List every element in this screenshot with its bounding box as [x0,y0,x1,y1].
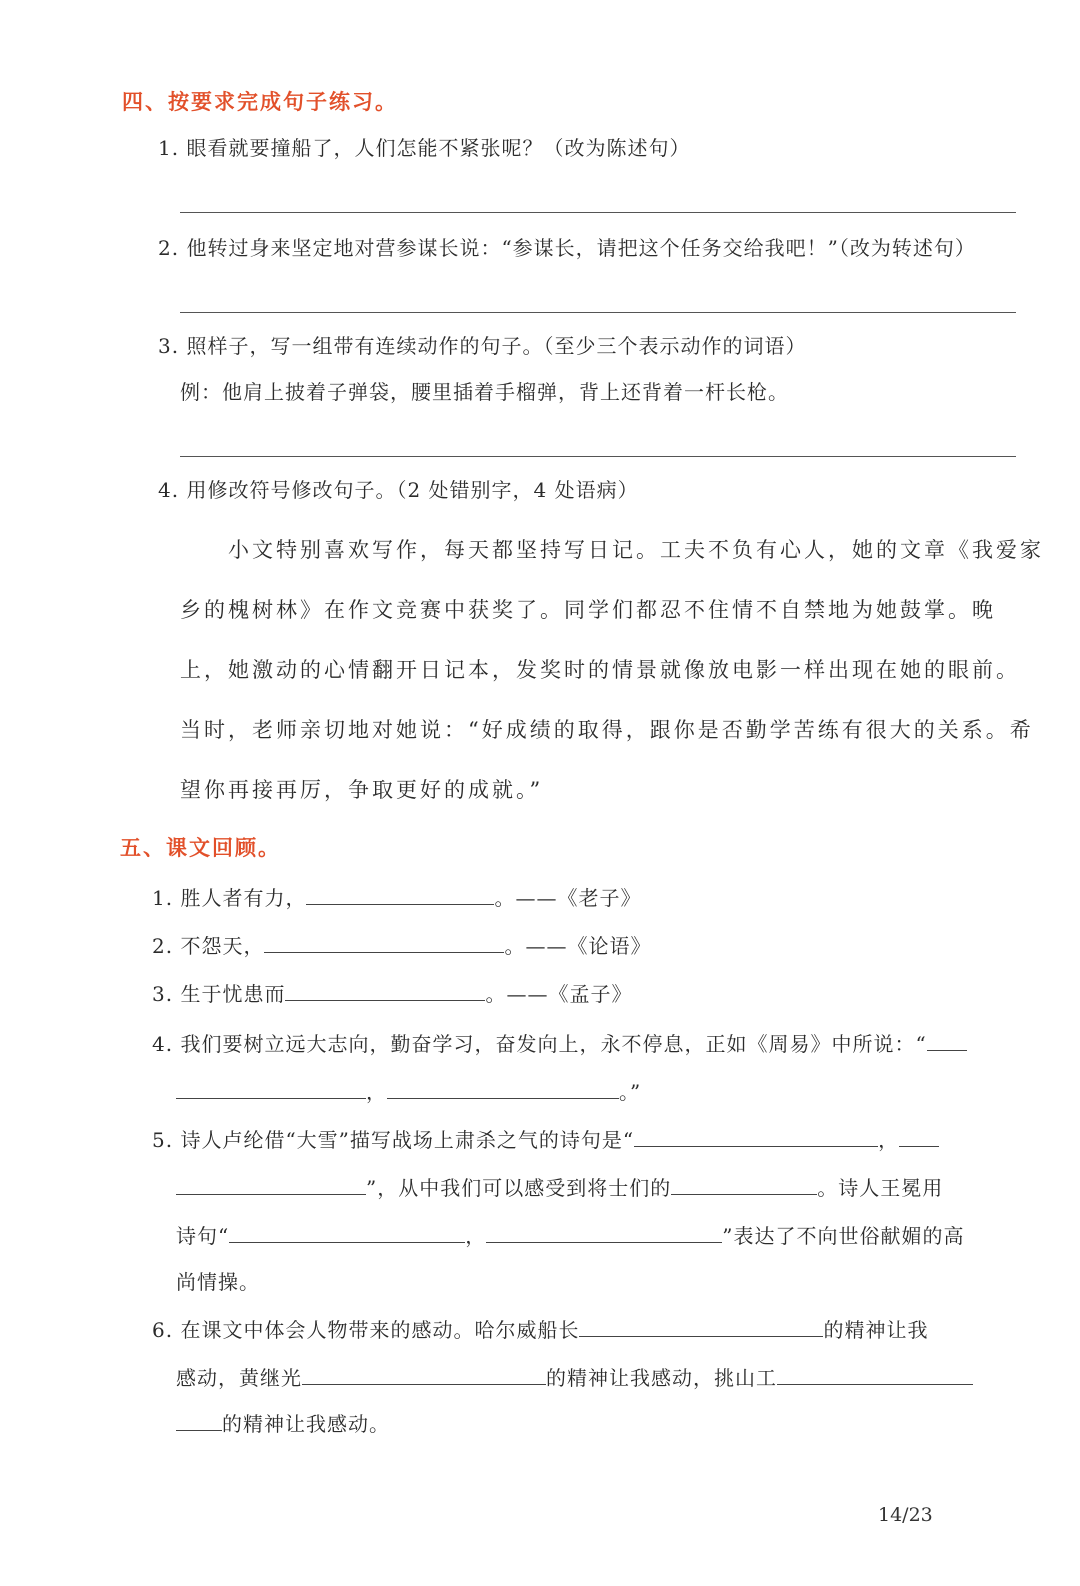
question-4-4: 4. 用修改符号修改句子。（2 处错别字，4 处语病） [158,478,639,502]
question-5-4-text: 4. 我们要树立远大志向，勤奋学习，奋发向上，永不停息，正如《周易》中所说：“ [152,1032,927,1056]
passage-line-3: 上，她激动的心情翻开日记本，发奖时的情景就像放电影一样出现在她的眼前。 [180,658,1020,682]
question-5-5-line4: 尚情操。 [176,1270,260,1294]
blank-5-6-d[interactable] [176,1408,222,1431]
question-5-5-comma: ， [878,1128,900,1152]
question-5-6-line3 [176,1408,390,1437]
blank-5-5-a[interactable] [634,1124,878,1147]
blank-5-4-b[interactable] [176,1076,366,1099]
question-5-4-comma: ， [366,1080,387,1104]
passage-line-2: 乡的槐树林》在作文竞赛中获奖了。同学们都忍不住情不自禁地为她鼓掌。晚 [180,598,996,622]
question-5-6-line3-post: 的精神让我感动。 [222,1412,390,1436]
page-number: 14/23 [878,1504,933,1526]
passage-line-4: 当时，老师亲切地对她说：“好成绩的取得，跟你是否勤学苦练有很大的关系。希 [180,718,1034,742]
passage-line-1: 小文特别喜欢写作，每天都坚持写日记。工夫不负有心人，她的文章《我爱家 [228,538,1044,562]
question-5-6-post: 的精神让我 [823,1318,929,1342]
answer-line-4-3[interactable] [180,456,1016,457]
question-5-1-source: 。——《老子》 [494,886,642,910]
question-5-5-mid2: 。诗人王冕用 [817,1176,944,1200]
blank-5-6-b[interactable] [302,1362,546,1385]
answer-line-4-2[interactable] [180,312,1016,313]
question-5-3-text: 3. 生于忧患而 [152,982,286,1006]
question-5-5-line3-post: ”表达了不向世俗献媚的高 [722,1224,965,1248]
blank-5-5-f[interactable] [486,1220,722,1243]
blank-5-5-e[interactable] [229,1220,465,1243]
question-5-5-line3-text: 诗句“ [176,1224,230,1248]
blank-5-4-a[interactable] [927,1028,967,1051]
question-5-1 [152,882,641,911]
question-5-4-end: 。” [619,1080,642,1104]
question-5-5-mid: ”，从中我们可以感受到将士们的 [366,1176,672,1200]
question-5-2-source: 。——《论语》 [504,934,652,958]
question-4-3: 3. 照样子，写一组带有连续动作的句子。（至少三个表示动作的词语） [158,334,807,358]
question-5-5-line3 [176,1220,964,1249]
blank-5-3[interactable] [285,978,485,1001]
question-5-3-source: 。——《孟子》 [485,982,633,1006]
question-5-6-line2 [176,1362,973,1391]
section4-title: 四、按要求完成句子练习。 [122,90,398,114]
question-5-3 [152,978,632,1007]
blank-5-5-d[interactable] [671,1172,817,1195]
blank-5-6-a[interactable] [579,1314,823,1337]
question-4-2: 2. 他转过身来坚定地对营参谋长说：“参谋长，请把这个任务交给我吧！”（改为转述句） [158,236,976,260]
question-5-1-text: 1. 胜人者有力， [152,886,307,910]
question-5-2-text: 2. 不怨天， [152,934,265,958]
question-5-6-line2-mid: 的精神让我感动，挑山工 [546,1366,777,1390]
blank-5-1[interactable] [306,882,494,905]
question-5-4 [152,1028,967,1057]
section5-title: 五、课文回顾。 [120,836,281,860]
question-5-5 [152,1124,939,1153]
blank-5-2[interactable] [264,930,504,953]
question-4-3-example: 例：他肩上披着子弹袋，腰里插着手榴弹，背上还背着一杆长枪。 [180,380,789,404]
question-5-5-line3-comma: ， [465,1224,487,1248]
question-5-6-line2-text: 感动，黄继光 [176,1366,302,1390]
passage-line-5: 望你再接再厉，争取更好的成就。” [180,778,544,802]
blank-5-5-c[interactable] [176,1172,366,1195]
answer-line-4-1[interactable] [180,212,1016,213]
blank-5-4-c[interactable] [387,1076,619,1099]
question-5-5-text: 5. 诗人卢纶借“大雪”描写战场上肃杀之气的诗句是“ [152,1128,635,1152]
blank-5-6-c[interactable] [777,1362,973,1385]
question-5-5-line2 [176,1172,943,1201]
question-5-6 [152,1314,928,1343]
blank-5-5-b[interactable] [899,1124,939,1147]
question-4-1: 1. 眼看就要撞船了，人们怎能不紧张呢？（改为陈述句） [158,136,691,160]
question-5-6-text: 6. 在课文中体会人物带来的感动。哈尔威船长 [152,1318,580,1342]
question-5-4-line2 [176,1076,641,1105]
question-5-2 [152,930,651,959]
